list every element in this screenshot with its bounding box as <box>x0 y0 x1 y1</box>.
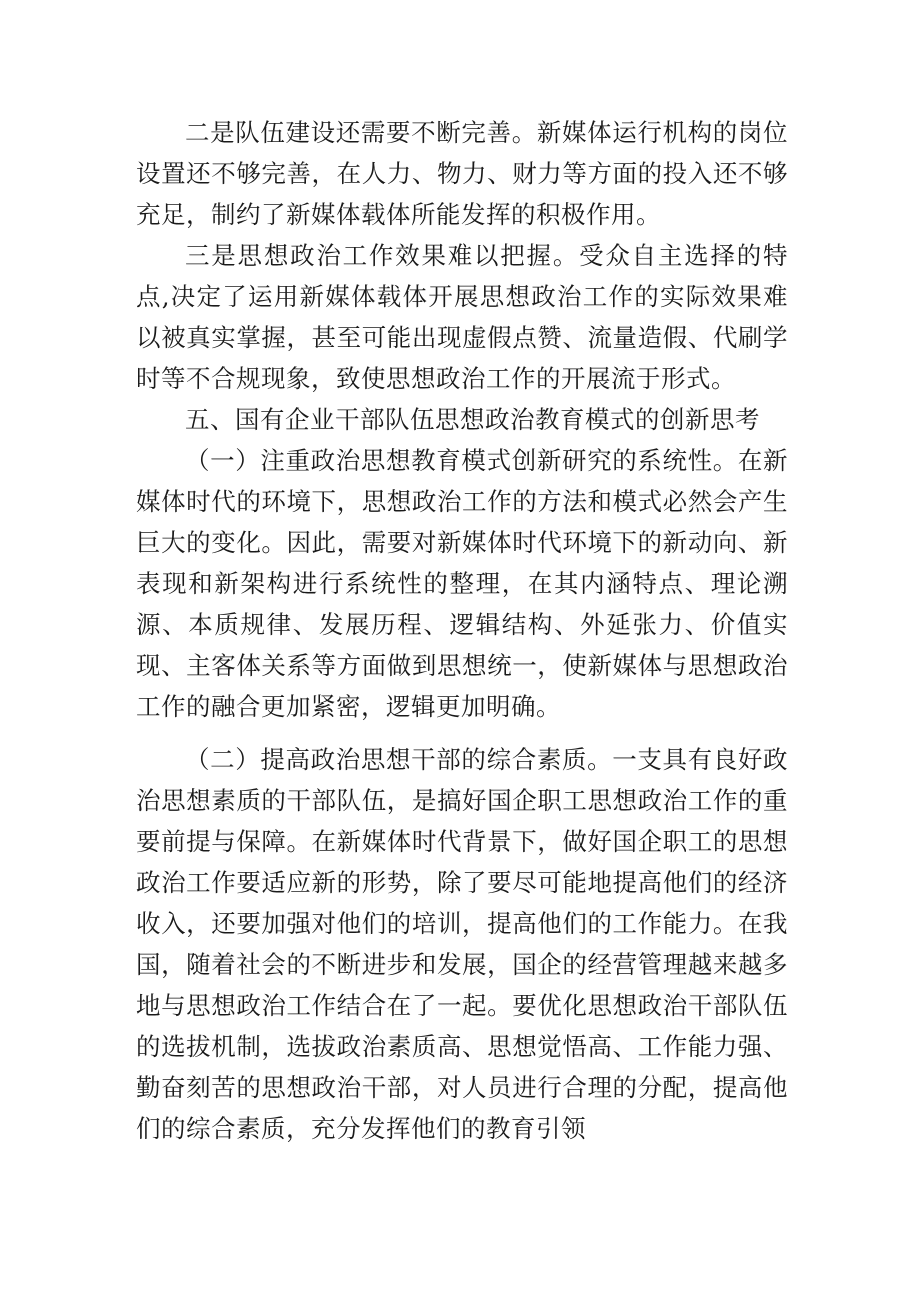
paragraph-effect-evaluation: 三是思想政治工作效果难以把握。受众自主选择的特点,决定了运用新媒体载体开展思想政治工作的实际效果难以被真实掌握，甚至可能出现虚假点赞、流量造假、代刷学时等不合规现象，致使思想政治工作的开展流于形式。 <box>136 241 788 393</box>
paragraph-cadre-quality: （二）提高政治思想干部的综合素质。一支具有良好政治思想素质的干部队伍，是搞好国企职工思想政治工作的重要前提与保障。在新媒体时代背景下，做好国企职工的思想政治工作要适应新的形势，除了要尽可能地提高他们的经济收入，还要加强对他们的培训，提高他们的工作能力。在我国，随着社会的不断进步和发展，国企的经营管理越来越多地与思想政治工作结合在了一起。要优化思想政治干部队伍的选拔机制，选拔政治素质高、思想觉悟高、工作能力强、勤奋刻苦的思想政治干部，对人员进行合理的分配，提高他们的综合素质，充分发挥他们的教育引领 <box>136 745 788 1143</box>
section-heading-five: 五、国有企业干部队伍思想政治教育模式的创新思考 <box>185 405 760 434</box>
document-body <box>136 112 788 1149</box>
paragraph-team-building: 二是队伍建设还需要不断完善。新媒体运行机构的岗位设置还不够完善，在人力、物力、财力等方面的投入还不够充足，制约了新媒体载体所能发挥的积极作用。 <box>136 118 788 229</box>
paragraph-systematic-research: （一）注重政治思想教育模式创新研究的系统性。在新媒体时代的环境下，思想政治工作的方法和模式必然会产生巨大的变化。因此，需要对新媒体时代环境下的新动向、新表现和新架构进行系统性的整理，在其内涵特点、理论溯源、本质规律、发展历程、逻辑结构、外延张力、价值实现、主客体关系等方面做到思想统一，使新媒体与思想政治工作的融合更加紧密，逻辑更加明确。 <box>136 446 788 721</box>
